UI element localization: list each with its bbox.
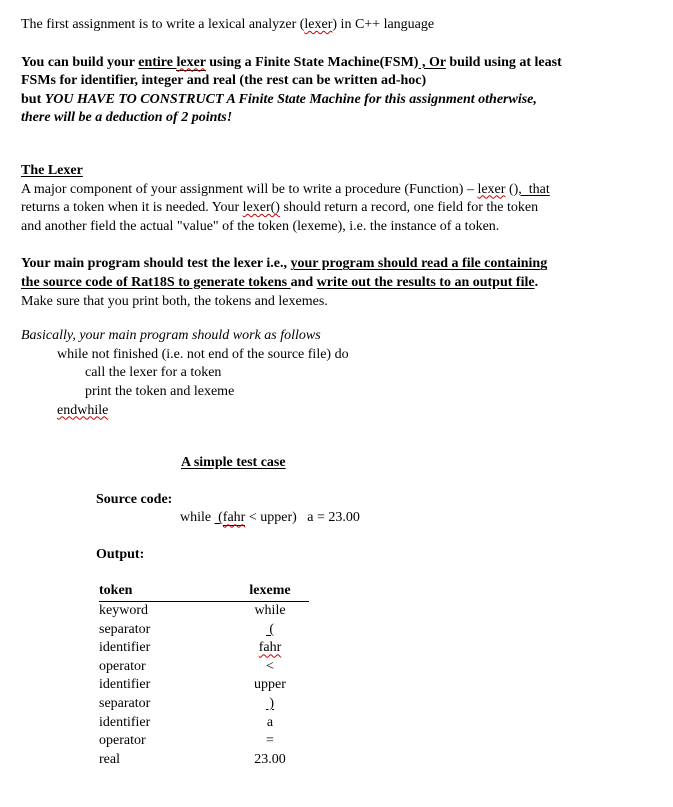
text-run: upper	[254, 677, 286, 693]
text-run: identifier	[99, 640, 151, 656]
text-run: 23.00	[254, 751, 286, 767]
table-row	[99, 676, 309, 695]
text-run: call the lexer for a token	[85, 365, 222, 381]
text-run: your program should read a file containing	[290, 256, 548, 272]
lexeme-cell	[231, 602, 309, 621]
token-cell	[99, 695, 231, 714]
source-code-label	[96, 491, 653, 510]
lexeme-cell	[231, 676, 309, 695]
output-label	[96, 546, 653, 565]
table-row	[99, 639, 309, 658]
text-run: separator	[99, 696, 151, 712]
text-run: identifier	[99, 677, 151, 693]
intro-paragraph	[21, 16, 653, 35]
text-run: ) in C++ language	[332, 17, 435, 32]
text-run: Source code:	[96, 491, 173, 507]
text-run: , that	[518, 181, 550, 197]
text-run: while	[254, 603, 286, 619]
text-run: there will be a deduction of 2 points!	[21, 110, 233, 126]
text-run: YOU HAVE TO CONSTRUCT A Finite State Machine for this assignment otherwise,	[44, 91, 537, 107]
text-run: <	[266, 658, 274, 674]
token-cell	[99, 732, 231, 751]
text-run: lexer	[477, 181, 506, 197]
lexeme-cell	[231, 658, 309, 677]
lexer-section-heading	[21, 162, 653, 181]
text-run: the source code of Rat18S to generate tokens	[21, 274, 291, 290]
text-run: print the token and lexeme	[85, 383, 235, 399]
token-cell	[99, 621, 231, 640]
test-case-heading	[181, 454, 653, 473]
text-run: lexer()	[242, 200, 280, 216]
pseudocode-line	[85, 364, 653, 383]
token-cell	[99, 658, 231, 677]
lexeme-cell	[231, 714, 309, 733]
text-run: operator	[99, 658, 146, 674]
token-table-body	[99, 602, 309, 769]
pseudocode-intro	[21, 327, 653, 346]
text-run: while	[180, 510, 215, 526]
lexeme-cell	[231, 621, 309, 640]
token-cell	[99, 602, 231, 621]
lexeme-cell	[231, 732, 309, 751]
text-run: You can build your	[21, 54, 139, 70]
text-run: token	[99, 583, 133, 599]
text-run: =	[266, 733, 274, 749]
text-run: keyword	[99, 603, 148, 619]
token-cell	[99, 751, 231, 770]
text-run: operator	[99, 733, 146, 749]
token-table	[99, 582, 309, 769]
text-run: lexer	[176, 54, 206, 70]
text-run: ,	[418, 54, 429, 70]
token-table-header-row	[99, 582, 309, 602]
lexeme-cell	[231, 695, 309, 714]
text-run: a	[266, 714, 274, 730]
text-run: real	[99, 751, 120, 767]
text-run: (	[265, 621, 275, 637]
token-cell	[99, 639, 231, 658]
text-run: A simple test case	[181, 455, 286, 471]
text-run: write out the results to an output file	[316, 274, 535, 290]
text-run: fahr	[258, 640, 282, 656]
text-run: using a Finite State Machine(FSM)	[205, 54, 419, 70]
text-run: The first assignment is to write a lexical analyzer (	[21, 17, 305, 32]
source-code-line	[180, 509, 653, 528]
lexeme-cell	[231, 639, 309, 658]
text-run: FSMs for identifier, integer and real (the rest can be written ad-hoc)	[21, 73, 427, 89]
lexer-description-paragraph	[21, 181, 653, 237]
text-run: fahr	[222, 510, 246, 526]
token-cell	[99, 714, 231, 733]
text-run: and	[290, 274, 317, 290]
text-run: lexer	[304, 17, 333, 32]
table-row	[99, 732, 309, 751]
text-run: identifier	[99, 714, 151, 730]
main-program-paragraph	[21, 255, 653, 311]
table-row	[99, 621, 309, 640]
text-run: returns a token when it is needed. Your	[21, 200, 243, 216]
table-row	[99, 714, 309, 733]
lexeme-cell	[231, 751, 309, 770]
pseudocode-line	[85, 383, 653, 402]
text-run: endwhile	[57, 402, 109, 418]
text-run: entire	[138, 54, 177, 70]
token-column-header	[99, 582, 231, 601]
text-run: .	[534, 274, 539, 290]
pseudocode-line	[57, 346, 653, 365]
table-row	[99, 658, 309, 677]
text-run: Or	[428, 54, 446, 70]
text-run: while not finished (i.e. not end of the source file) do	[57, 346, 349, 362]
text-run: separator	[99, 621, 151, 637]
text-run: A major component of your assignment will be to write a procedure (Function) –	[21, 181, 478, 197]
text-run: should return a record, one field for the token	[279, 200, 539, 216]
fsm-requirement-paragraph	[21, 54, 653, 128]
text-run: but	[21, 91, 45, 107]
text-run: lexeme	[249, 583, 291, 599]
text-run: Basically, your main program should work as follows	[21, 328, 321, 344]
table-row	[99, 602, 309, 621]
text-run: Make sure that you print both, the tokens and lexemes.	[21, 293, 328, 309]
text-run: and another field the actual "value" of the token (lexeme), i.e. the instance of a token.	[21, 218, 500, 234]
text-run: ()	[505, 181, 519, 197]
text-run: build using at least	[445, 54, 562, 70]
table-row	[99, 695, 309, 714]
text-run: The Lexer	[21, 162, 83, 178]
lexeme-column-header	[231, 582, 309, 601]
table-row	[99, 751, 309, 770]
text-run: Output:	[96, 546, 145, 562]
pseudocode-block	[21, 346, 653, 420]
pseudocode-line	[57, 402, 653, 421]
token-cell	[99, 676, 231, 695]
text-run: )	[265, 696, 275, 712]
text-run: Your main program should test the lexer i.e.,	[21, 256, 291, 272]
text-run: (	[214, 510, 223, 526]
text-run: < upper) a = 23.00	[245, 510, 360, 526]
